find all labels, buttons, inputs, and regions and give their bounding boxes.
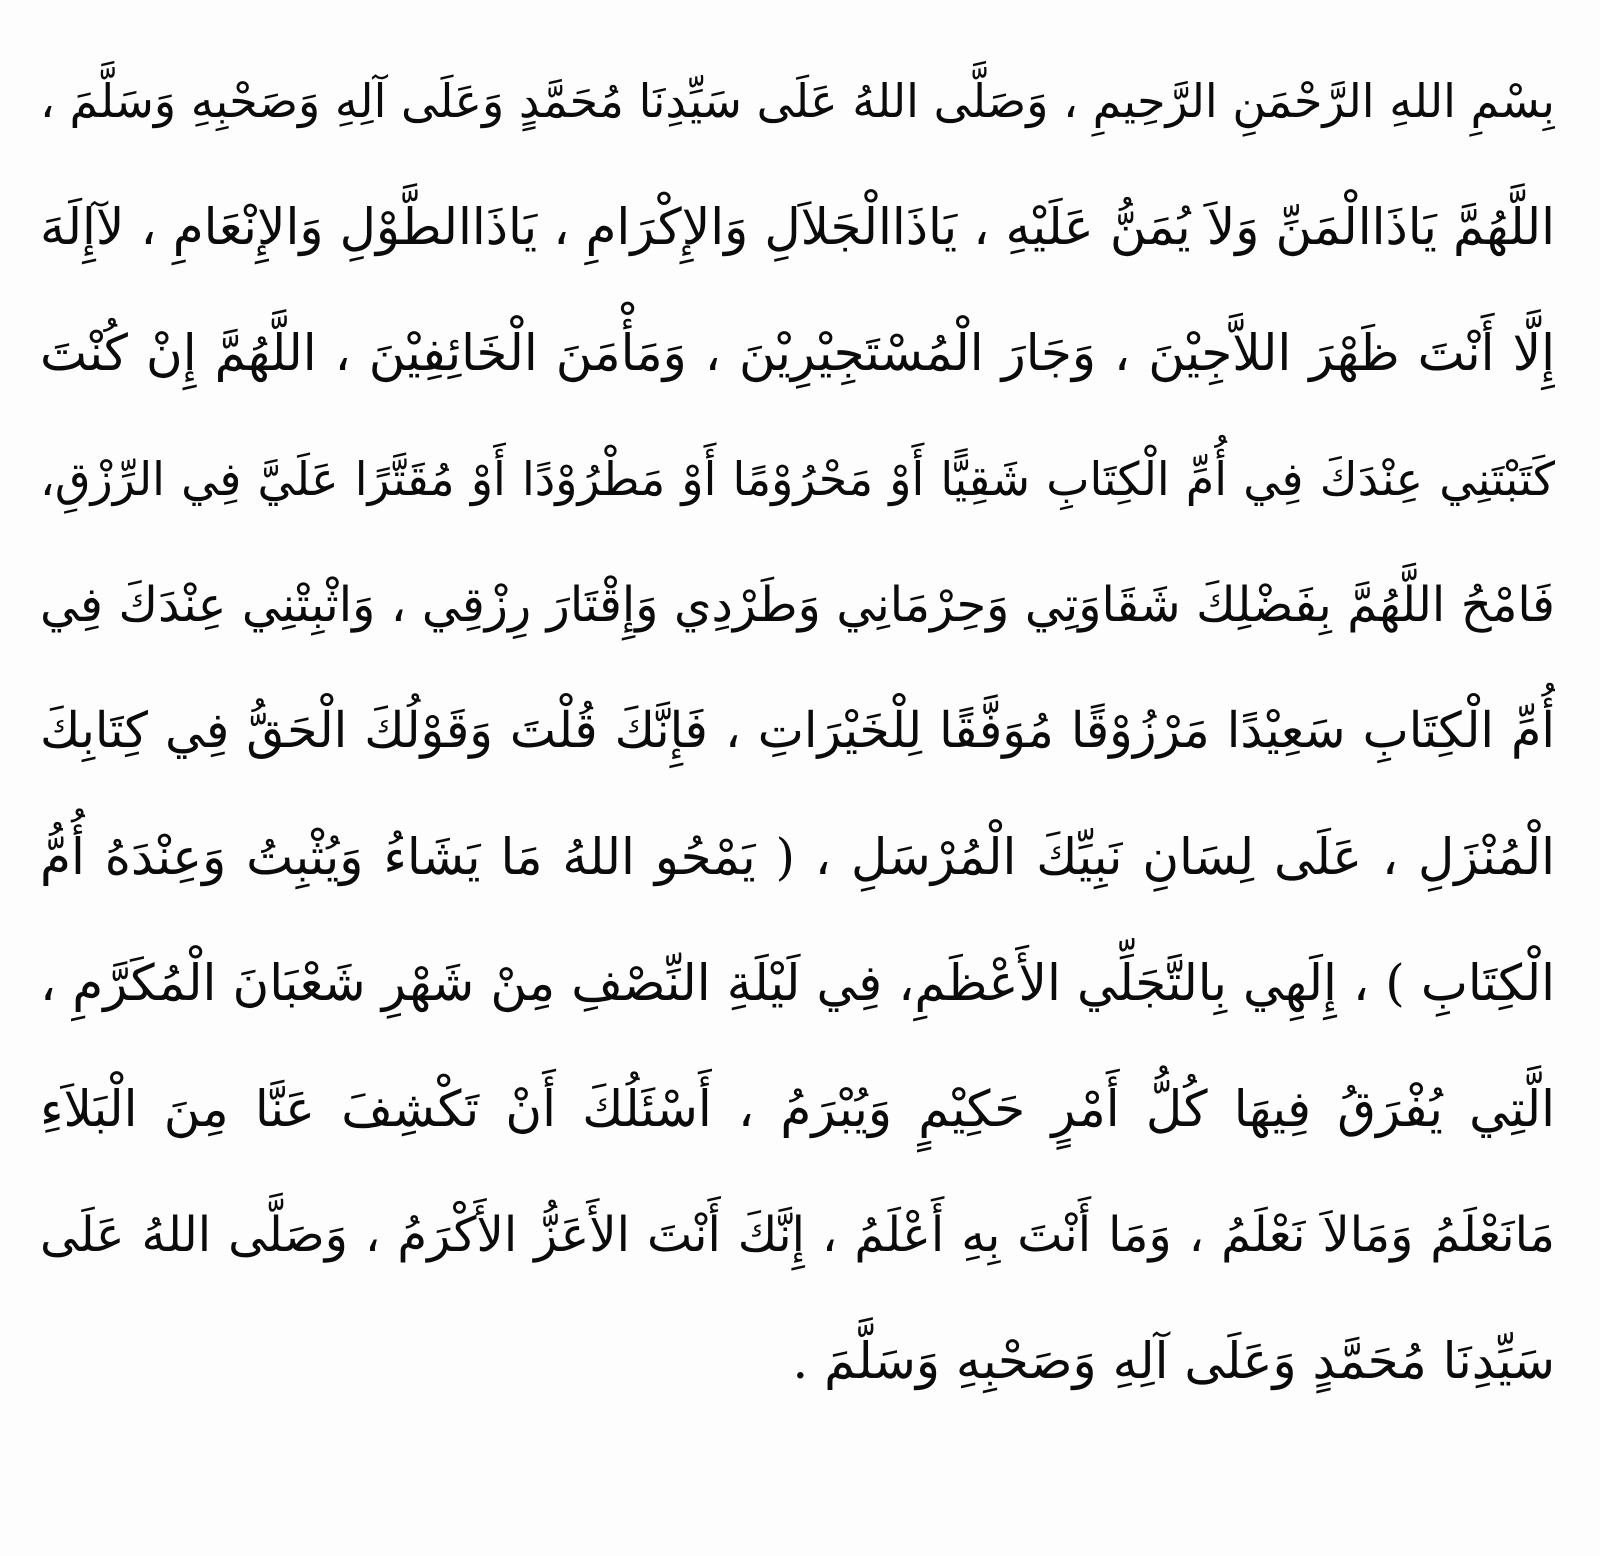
document-page [40,38,1555,1508]
prayer-text [40,38,1555,1424]
text-line-last: سَيِّدِنَا مُحَمَّدٍ وَعَلَى آلِهِ وَصَحْبِهِ وَسَلَّمَ . [792,1332,1555,1390]
text-line: أُمِّ الْكِتَابِ سَعِيْدًا مَرْزُوْقًا مُوَفَّقًا لِلْخَيْرَاتِ ، فَإِنَّكَ قُلْتَ وَقَوْلُكَ الْحَقُّ فِي كِتَابِكَ [40,702,1555,759]
text-line: اللَّهُمَّ يَاذَاالْمَنِّ وَلاَ يُمَنُّ عَلَيْهِ ، يَاذَاالْجَلاَلِ وَالإِكْرَامِ ، يَاذَاالطَّوْلِ وَالإِنْعَامِ ، لآإِلَهَ [40,198,1555,256]
text-line: الَّتِي يُفْرَقُ فِيهَا كُلُّ أَمْرٍ حَكِيْمٍ وَيُبْرَمُ ، أَسْئَلُكَ أَنْ تَكْشِفَ عَنَّا مِنَ الْبَلاَءِ [40,1080,1555,1138]
text-line: الْمُنْزَلِ ، عَلَى لِسَانِ نَبِيِّكَ الْمُرْسَلِ ، ( يَمْحُو اللهُ مَا يَشَاءُ وَيُثْبِتُ وَعِنْدَهُ أُمُّ [40,828,1555,886]
text-line: إِلَّا أَنْتَ ظَهْرَ اللاَّجِيْنَ ، وَجَارَ الْمُسْتَجِيْرِيْنَ ، وَمَأْمَنَ الْخَائِفِيْنَ ، اللَّهُمَّ إِنْ كُنْتَ [40,324,1555,382]
text-line: الْكِتَابِ ) ، إِلَهِي بِالتَّجَلِّي الأَعْظَمِ، فِي لَيْلَةِ النِّصْفِ مِنْ شَهْرِ شَعْبَانَ الْمُكَرَّمِ ، [40,954,1555,1012]
text-line: كَتَبْتَنِي عِنْدَكَ فِي أُمِّ الْكِتَابِ شَقِيًّا أَوْ مَحْرُوْمًا أَوْ مَطْرُوْدًا أَوْ مُقَتَّرًا عَلَيَّ فِي الرِّزْقِ، [40,452,1555,506]
text-line: مَانَعْلَمُ وَمَالاَ نَعْلَمُ ، وَمَا أَنْتَ بِهِ أَعْلَمُ ، إِنَّكَ أَنْتَ الأَعَزُّ الأَكْرَمُ ، وَصَلَّى اللهُ عَلَى [40,1207,1555,1263]
text-line: بِسْمِ اللهِ الرَّحْمَنِ الرَّحِيمِ ، وَصَلَّى اللهُ عَلَى سَيِّدِنَا مُحَمَّدٍ وَعَلَى آلِهِ وَصَحْبِهِ وَسَلَّمَ ، [40,74,1555,128]
text-line: فَامْحُ اللَّهُمَّ بِفَضْلِكَ شَقَاوَتِي وَحِرْمَانِي وَطَرْدِي وَإِقْتَارَ رِزْقِي ، وَاثْبِتْنِي عِنْدَكَ فِي [40,577,1555,633]
